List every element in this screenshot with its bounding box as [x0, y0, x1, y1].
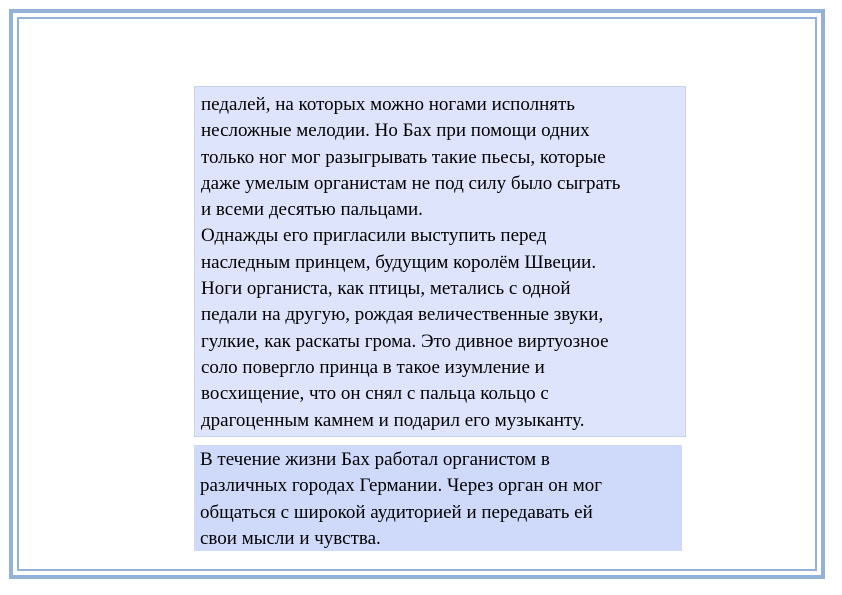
text-block-1-paragraph-2: Однажды его пригласили выступить перед наследным принцем, будущим королём Швеции. Ноги органиста, как птицы, метались с одной педали на другую, рождая величественные звуки, гулкие, как раскаты грома. Это дивное виртуозное соло повергло принца в такое изумление и восхищение, что он снял с пальца кольцо с драгоценным камнем и подарил его музыканту. [201, 225, 609, 431]
text-block-2-paragraph-1: В течение жизни Бах работал органистом в различных городах Германии. Через орган он мог общаться с широкой аудиторией и передавать ей свои мысли и чувства. [200, 449, 603, 549]
text-block-2 [194, 445, 682, 551]
text-block-1 [194, 86, 686, 437]
text-block-1-paragraph-1: педалей, на которых можно ногами исполнять несложные мелодии. Но Бах при помощи одних только ног мог разыгрывать такие пьесы, которые даже умелым органистам не под силу было сыграть и всеми десятью пальцами. [201, 94, 621, 221]
